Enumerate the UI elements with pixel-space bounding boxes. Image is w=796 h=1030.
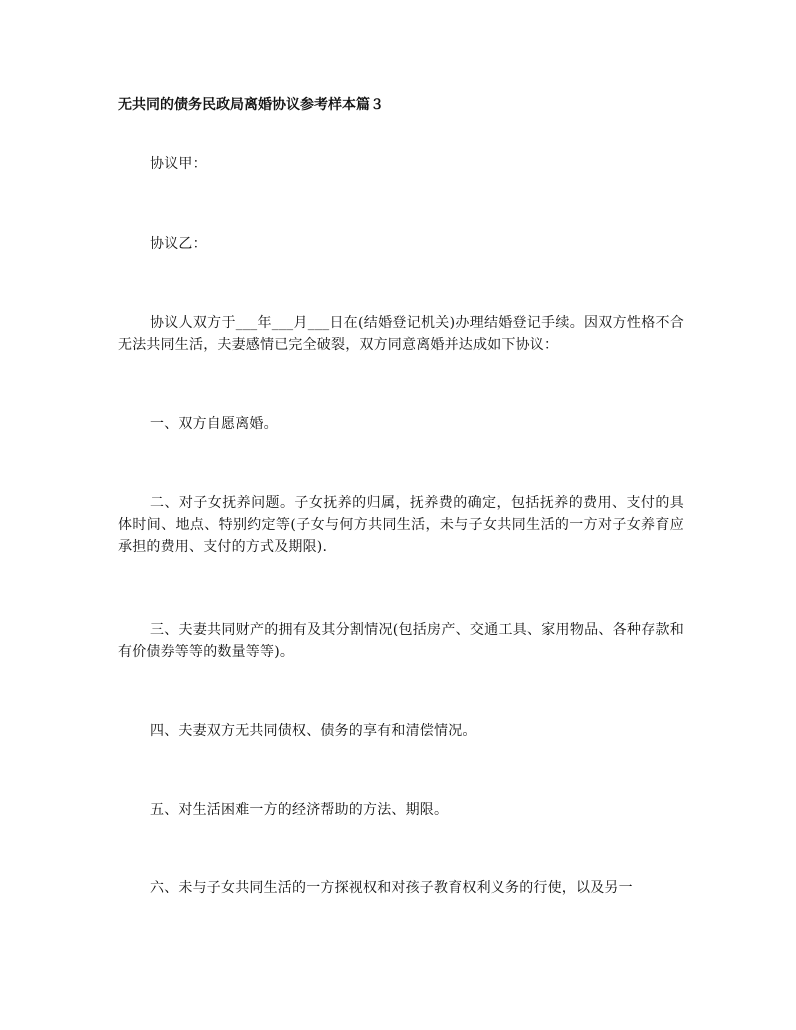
document-title: 无共同的债务民政局离婚协议参考样本篇３ <box>118 97 384 113</box>
paragraph-party-a: 协议甲： <box>150 156 207 172</box>
paragraph-party-b: 协议乙： <box>150 236 207 252</box>
paragraph-clause-2: 二、对子女抚养问题。子女抚养的归属，抚养费的确定，包括抚养的费用、支付的具体时间、地点、特别约定等(子女与何方共同生活，未与子女共同生活的一方对子女养育应承担的费用、支付的方式及期限). <box>118 495 684 555</box>
paragraph-clause-4: 四、夫妻双方无共同债权、债务的享有和清偿情况。 <box>150 723 477 739</box>
paragraph-clause-5: 五、对生活困难一方的经济帮助的方法、期限。 <box>150 802 449 818</box>
paragraph-clause-6: 六、未与子女共同生活的一方探视权和对孩子教育权利义务的行使，以及另一 <box>150 880 633 896</box>
paragraph-clause-3: 三、夫妻共同财产的拥有及其分割情况(包括房产、交通工具、家用物品、各种存款和有价债券等等的数量等等)。 <box>118 622 684 660</box>
paragraph-clause-1: 一、双方自愿离婚。 <box>150 416 278 432</box>
paragraph-intro: 协议人双方于___年___月___日在(结婚登记机关)办理结婚登记手续。因双方性格不合无法共同生活，夫妻感情已完全破裂，双方同意离婚并达成如下协议： <box>118 315 684 353</box>
